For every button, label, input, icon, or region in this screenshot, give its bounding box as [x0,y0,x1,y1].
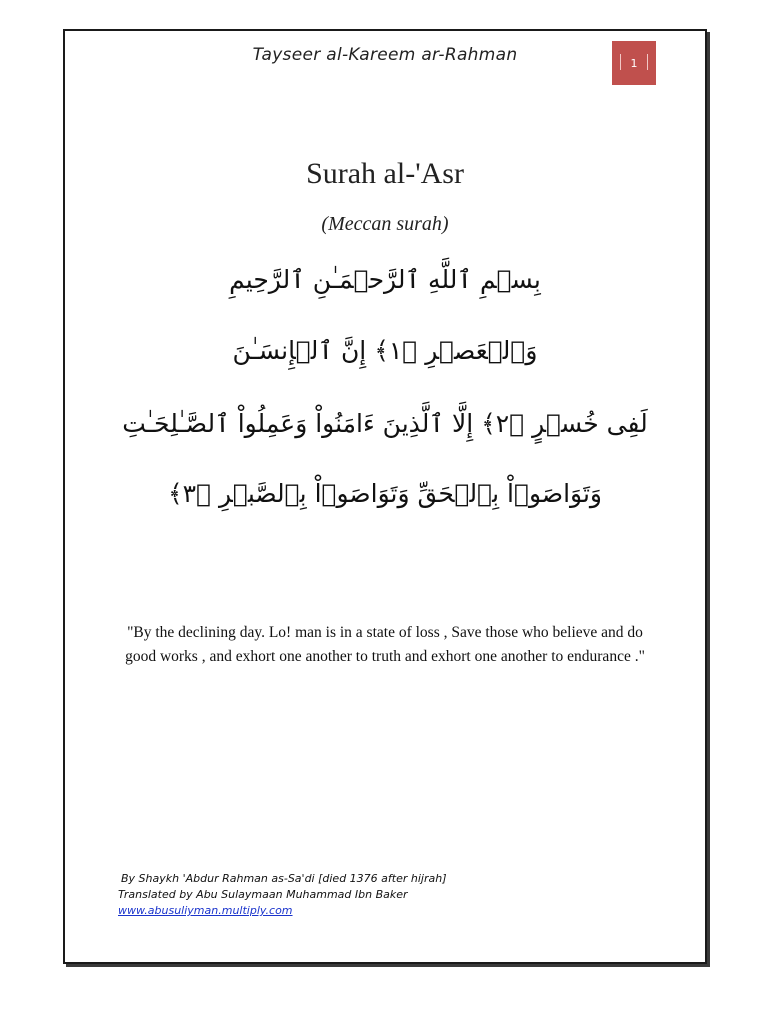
english-translation: "By the declining day. Lo! man is in a state of loss , Save those who believe and do good works , and exhort one another to truth and exhort one another to endurance ." [125,624,645,665]
footer-credits [118,871,447,919]
footer-translator: Translated by Abu Sulaymaan Muhammad Ibn Baker [118,888,408,901]
page-number-badge: 1 [612,41,656,85]
surah-subtitle: (Meccan surah) [321,213,449,235]
footer-author: By Shaykh 'Abdur Rahman as-Sa'di [died 1376 after hijrah] [121,872,447,885]
footer-website-link[interactable]: www.abusuliyman.multiply.com [118,904,293,917]
arabic-verse-line-3: وَتَوَاصَوۡاْ بِٱلۡحَقِّ وَتَوَاصَوۡاْ بِٱلصَّبۡرِ ﴿٣﴾ [167,479,602,508]
surah-title: Surah al-'Asr [306,157,464,190]
running-header-title: Tayseer al-Kareem ar-Rahman [252,45,518,65]
arabic-verse-line-1: وَٱلۡعَصۡرِ ﴿١﴾ إِنَّ ٱلۡإِنسَـٰنَ [232,336,538,365]
arabic-verse-line-2: لَفِى خُسۡرٍ ﴿٢﴾ إِلَّا ٱلَّذِينَ ءَامَنُواْ وَعَمِلُواْ ٱلصَّـٰلِحَـٰتِ [122,409,648,438]
document-page [63,29,707,964]
arabic-basmala-line: بِسۡمِ ٱللَّهِ ٱلرَّحۡمَـٰنِ ٱلرَّحِيمِ [229,265,541,294]
